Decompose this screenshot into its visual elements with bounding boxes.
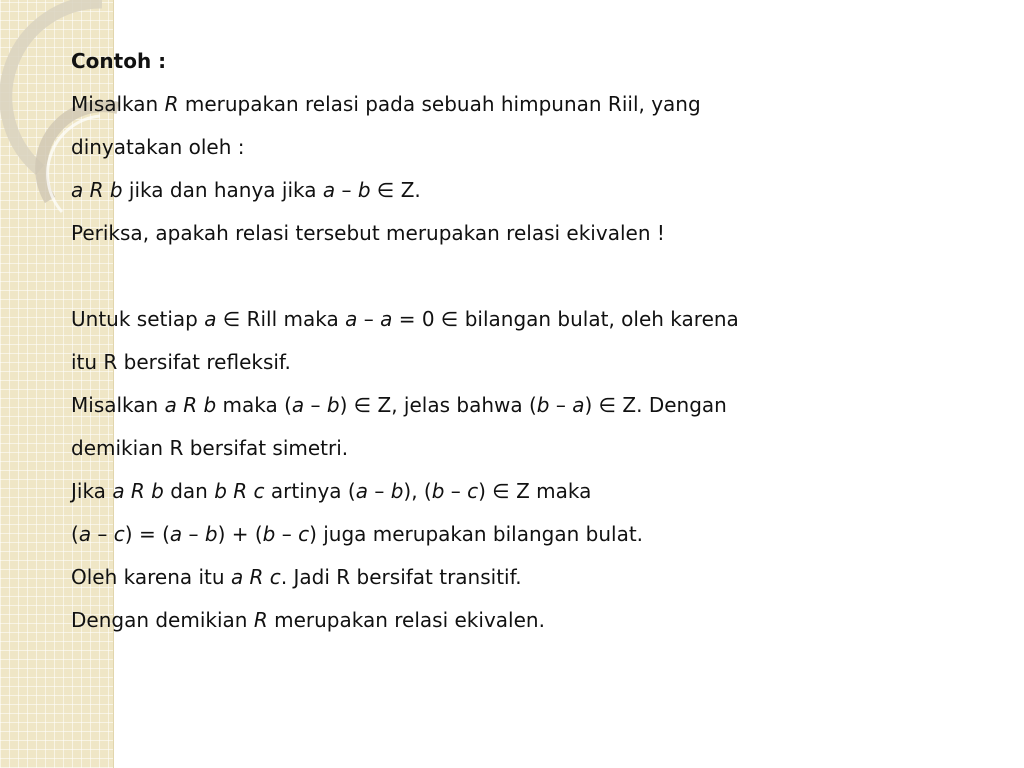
math-variable: a — [380, 307, 393, 331]
text-segment: itu R bersifat refleksif. — [71, 350, 291, 374]
math-variable: a — [345, 307, 358, 331]
text-segment: maka ( — [216, 393, 292, 417]
solution-line — [71, 298, 971, 341]
solution-text — [71, 298, 971, 642]
text-segment: – — [304, 393, 327, 417]
text-segment: Untuk setiap — [71, 307, 205, 331]
text-segment: ), ( — [403, 479, 432, 503]
text-segment: artinya ( — [264, 479, 356, 503]
text-segment: ) + ( — [217, 522, 263, 546]
solution-line — [71, 384, 971, 427]
math-variable: R — [253, 608, 268, 632]
solution-line — [71, 556, 971, 599]
intro-line — [71, 169, 971, 212]
math-variable: a — [572, 393, 585, 417]
math-variable: a R b — [164, 393, 217, 417]
text-segment: merupakan relasi pada sebuah himpunan Riil, yang — [178, 92, 701, 116]
intro-line — [71, 212, 971, 255]
math-variable: a — [204, 307, 217, 331]
text-segment: Misalkan — [71, 92, 165, 116]
solution-line — [71, 341, 971, 384]
math-variable: c — [113, 522, 125, 546]
text-segment: – — [91, 522, 114, 546]
math-variable: a — [291, 393, 305, 417]
math-variable: b — [431, 479, 445, 503]
text-segment: – — [335, 178, 358, 202]
math-variable: b — [326, 393, 340, 417]
text-segment: – — [357, 307, 381, 331]
math-variable: b — [536, 393, 550, 417]
math-variable: b — [262, 522, 276, 546]
math-variable: c — [298, 522, 310, 546]
text-segment: – — [549, 393, 573, 417]
intro-line — [71, 83, 971, 126]
math-variable: a — [169, 522, 183, 546]
text-segment: dinyatakan oleh : — [71, 135, 245, 159]
solution-line — [71, 427, 971, 470]
math-variable: b — [357, 178, 371, 202]
text-segment: Oleh karena itu — [71, 565, 231, 589]
text-segment: = 0 ∈ bilangan bulat, oleh karena — [392, 307, 739, 331]
text-segment: ) ∈ Z, jelas bahwa ( — [339, 393, 537, 417]
text-segment: demikian R bersifat simetri. — [71, 436, 349, 460]
text-segment: Dengan demikian — [71, 608, 254, 632]
solution-line — [71, 513, 971, 556]
text-segment: ∈ Z. — [370, 178, 421, 202]
math-variable: a — [78, 522, 92, 546]
text-segment: Periksa, apakah relasi tersebut merupakan relasi ekivalen ! — [71, 221, 665, 245]
text-segment: ) juga merupakan bilangan bulat. — [309, 522, 644, 546]
text-segment: – — [367, 479, 391, 503]
math-variable: b R c — [214, 479, 265, 503]
math-variable: b — [204, 522, 218, 546]
text-segment: Jika — [71, 479, 113, 503]
text-segment: – — [182, 522, 205, 546]
text-segment: ∈ Rill maka — [216, 307, 346, 331]
text-segment: – — [275, 522, 299, 546]
slide-body — [71, 40, 971, 642]
math-variable: a — [322, 178, 336, 202]
text-segment: . Jadi R bersifat transitif. — [280, 565, 522, 589]
text-segment: jika dan hanya jika — [122, 178, 323, 202]
math-variable: a — [355, 479, 368, 503]
text-segment: merupakan relasi ekivalen. — [267, 608, 545, 632]
math-variable: c — [467, 479, 479, 503]
math-variable: a R c — [230, 565, 281, 589]
intro-line — [71, 126, 971, 169]
math-variable: a R b — [112, 479, 164, 503]
text-segment: ) ∈ Z. Dengan — [584, 393, 727, 417]
spacer — [71, 255, 971, 298]
math-variable: R — [164, 92, 179, 116]
text-segment: ) ∈ Z maka — [478, 479, 592, 503]
problem-statement — [71, 83, 971, 255]
slide-title: Contoh : — [71, 49, 167, 73]
text-segment: ) = ( — [124, 522, 170, 546]
math-variable: b — [390, 479, 404, 503]
text-segment: ( — [71, 522, 79, 546]
text-segment: Misalkan — [71, 393, 165, 417]
solution-line — [71, 599, 971, 642]
text-segment: – — [444, 479, 468, 503]
text-segment: dan — [163, 479, 215, 503]
solution-line — [71, 470, 971, 513]
math-variable: a R b — [71, 178, 123, 202]
